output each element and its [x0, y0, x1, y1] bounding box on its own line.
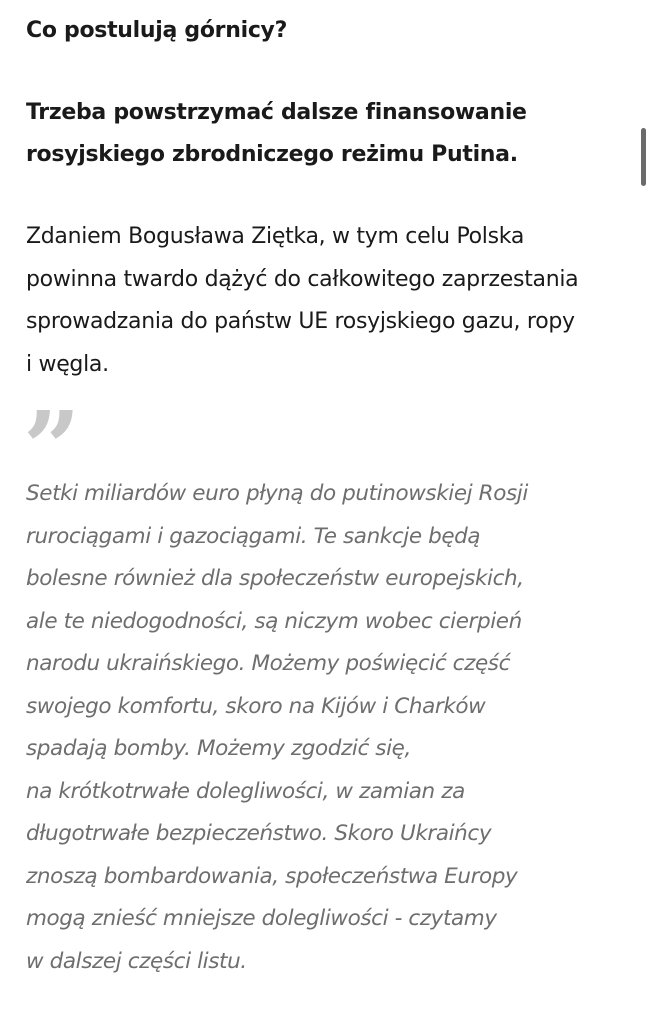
quote-line: długotrwałe bezpieczeństwo. Skoro Ukraińcy — [26, 821, 492, 846]
body-line: powinna twardo dążyć do całkowitego zaprzestania — [26, 266, 579, 292]
lead-line: Trzeba powstrzymać dalsze finansowanie — [26, 100, 527, 125]
quote-line: spadają bomby. Możemy zgodzić się, — [26, 736, 411, 761]
quote-line: rurociągami i gazociągami. Te sankcje będą — [26, 523, 481, 549]
quote-line: Setki miliardów euro płyną do putinowskiej Rosji — [26, 481, 528, 506]
quote-line: znoszą bombardowania, społeczeństwa Europy — [26, 863, 518, 889]
lead-paragraph — [26, 92, 527, 176]
section-heading: Co postulują górnicy? — [26, 18, 288, 43]
quote-line: bolesne również dla społeczeństw europejskich, — [26, 566, 524, 591]
body-paragraph — [26, 216, 578, 386]
quote-line: narodu ukraińskiego. Możemy poświęcić część — [26, 651, 511, 676]
body-line: Zdaniem Bogusława Ziętka, w tym celu Polska — [26, 224, 525, 249]
body-line: i węgla. — [26, 351, 109, 377]
pull-quote — [26, 473, 528, 983]
quote-line: na krótkotrwałe dolegliwości, w zamian za — [26, 778, 465, 804]
quote-line: ale te niedogodności, są niczym wobec cierpień — [26, 608, 522, 634]
quote-line: w dalszej części listu. — [26, 948, 247, 974]
body-line: sprowadzania do państw UE rosyjskiego gazu, ropy — [26, 309, 575, 334]
lead-line: rosyjskiego zbrodniczego reżimu Putina. — [26, 142, 518, 167]
quote-line: mogą znieść mniejsze dolegliwości - czytamy — [26, 906, 497, 931]
quote-line: swojego komfortu, skoro na Kijów i Charków — [26, 693, 486, 719]
quote-mark-icon: ” — [23, 389, 81, 507]
scrollbar-thumb[interactable] — [641, 128, 646, 186]
